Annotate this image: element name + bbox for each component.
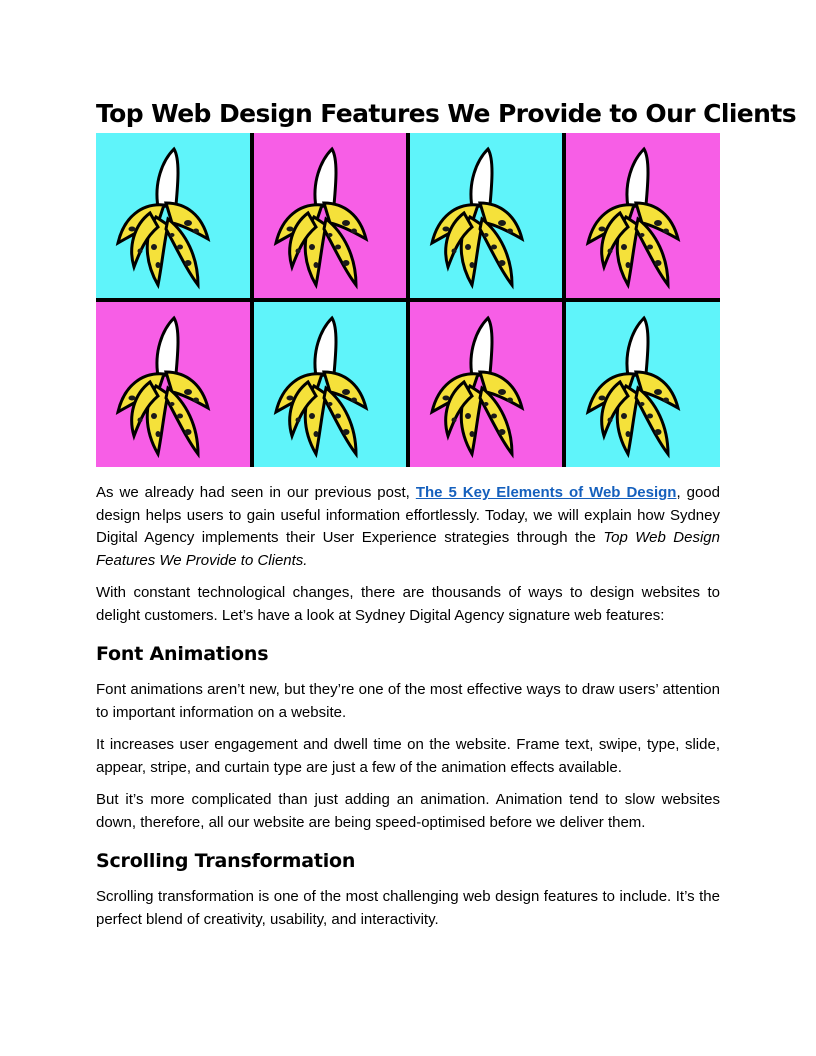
body-paragraph: Scrolling transformation is one of the most challenging web design features to include. It’s the perfect blend of creativity, usability, and interactivity. [96,888,720,928]
body-paragraph: Font animations aren’t new, but they’re one of the most effective ways to draw users’ attention to important information on a website. [96,681,720,721]
body-paragraph: But it’s more complicated than just adding an animation. Animation tend to slow websites down, therefore, all our website are being speed-optimised before we deliver them. [96,791,720,831]
body-paragraph: With constant technological changes, there are thousands of ways to design websites to delight customers. Let’s have a look at Sydney Digital Agency signature web features: [96,584,720,624]
key-elements-link[interactable]: The 5 Key Elements of Web Design [415,484,677,501]
pop-art-banana-image [96,133,720,467]
section-heading-font-animations: Font Animations [96,643,269,665]
page-title: Top Web Design Features We Provide to Our Clients [96,99,796,128]
emphasis-text: Top Web Design Features We Provide to Clients. [96,529,720,569]
section-heading-scrolling-transformation: Scrolling Transformation [96,850,356,872]
body-paragraph: It increases user engagement and dwell time on the website. Frame text, swipe, type, slide, appear, stripe, and curtain type are just a few of the animation effects available. [96,736,720,776]
intro-paragraph: As we already had seen in our previous post, The 5 Key Elements of Web Design, good design helps users to gain useful information effortlessly. Today, we will explain how Sydney Digital Agency implements their User Experience strategies through the Top Web Design Features We Provide to Clients. [96,484,720,569]
document-page [96,96,796,941]
